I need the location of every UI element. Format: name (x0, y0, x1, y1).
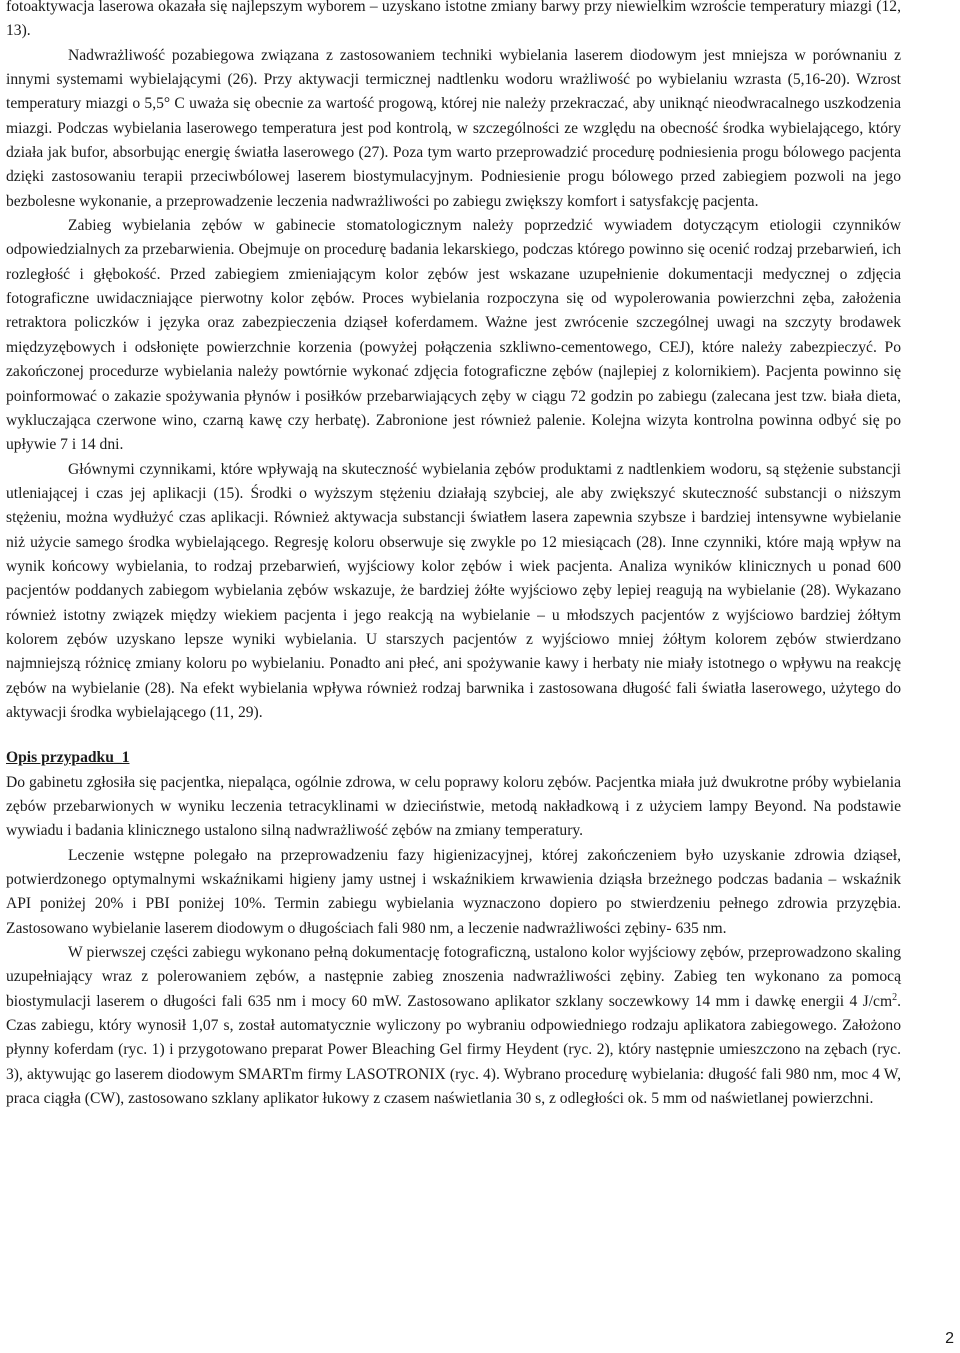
paragraph-procedure: Zabieg wybielania zębów w gabinecie stomatologicznym należy poprzedzić wywiadem dotyczącym etiologii czynników odpowiedzialnych za przebarwienia. Obejmuje on procedurę badania lekarskiego, podczas którego powinno się ocenić rodzaj przebarwień, ich rozległość i głębokość. Przed zabiegiem zmieniającym kolor zębów jest wskazane uzupełnienie dokumentacji medycznej o zdjęcia fotograficzne uwidaczniające pierwotny kolor zębów. Proces wybielania rozpoczyna się od wypolerowania powierzchni zęba, założenia retraktora policzków i języka oraz zabezpieczenia dziąseł koferdamem. Ważne jest zwrócenie szczególnej uwagi na szczyty brodawek międzyzębowych i odsłonięte powierzchnie korzenia (powyżej połączenia szkliwno-cementowego, CEJ), które należy zabezpieczyć. Po zakończonej procedurze wybielania należy powtórnie wykonać zdjęcia fotograficzne zębów (najlepiej z kolornikiem). Pacjenta powinno się poinformować o zakazie spożywania płynów i posiłków przebarwiających zęby w ciągu 72 godzin po zabiegu (zalecana jest tzw. biała dieta, wykluczająca czerwone wino, czarną kawę czy herbatę). Zabronione jest również palenie. Kolejna wizyta kontrolna powinna odbyć się po upływie 7 i 14 dni. (6, 217, 901, 454)
paragraph-case-intro: Do gabinetu zgłosiła się pacjentka, niepaląca, ogólnie zdrowa, w celu poprawy koloru zębów. Pacjentka miała już dwukrotne próby wybielania zębów przebarwionych w wyniku leczenia tetracyklinami w dzieciństwie, metodą nakładkową i z użyciem lampy Beyond. Na podstawie wywiadu i badania klinicznego ustalono silną nadwrażliwość zębów na zmiany temperatury. (6, 773, 901, 840)
paragraph-continuation: fotoaktywacja laserowa okazała się najlepszym wyborem – uzyskano istotne zmiany barwy przy niewielkim wzroście temperatury miazgi (12, 13). (6, 0, 901, 40)
document-page (6, 0, 901, 1111)
paragraph-case-treatment: Leczenie wstępne polegało na przeprowadzeniu fazy higienizacyjnej, której zakończeniem było uzyskanie zdrowia dziąseł, potwierdzonego optymalnymi wskaźnikami higieny jamy ustnej i wskaźnikiem krwawienia dziąsła brzeżnego podczas badania – wskaźnik API poniżej 20% i PBI poniżej 10%. Termin zabiegu wybielania wyznaczono dopiero po stwierdzeniu pełnego zdrowia przyzębia. Zastosowano wybielanie laserem diodowym o długościach fali 980 nm, a leczenie nadwrażliwości zębiny- 635 nm. (6, 846, 901, 937)
superscript: 2 (892, 991, 898, 1003)
paragraph-hypersensitivity: Nadwrażliwość pozabiegowa związana z zastosowaniem techniki wybielania laserem diodowym jest mniejsza w porównaniu z innymi systemami wybielającymi (26). Przy aktywacji termicznej nadtlenku wodoru wrażliwość po wybielaniu wzrasta (5,16-20). Wzrost temperatury miazgi o 5,5° C uważa się obecnie za wartość progową, której nie należy przekraczać, aby uniknąć nieodwracalnego uszkodzenia miazgi. Podczas wybielania laserowego temperatura jest pod kontrolą, w szczególności ze względu na obecność środka wybielającego, który działa jak bufor, absorbując energię światła laserowego (27). Poza tym warto przeprowadzić procedurę podniesienia progu bólowego pacjenta dzięki zastosowaniu terapii przeciwbólowej laserem biostymulacyjnym. Podniesienie progu bólowego przed zabiegiem pozwoli na jego bezbolesne wykonanie, a przeprowadzenie leczenia nadwrażliwości po zabiegu zwiększy komfort i satysfakcję pacjenta. (6, 46, 901, 210)
case-procedure-text-1: W pierwszej części zabiegu wykonano pełną dokumentację fotograficzną, ustalono kolor wyjściowy zębów, przeprowadzono skaling uzupełniający wraz z polerowaniem zębów, a następnie zabieg znoszenia nadwrażliwości zębiny. Zabieg ten wykonano za pomocą biostymulacji laserem o długości fali 635 nm i mocy 60 mW. Zastosowano aplikator szklany soczewkowy 14 mm i dawkę energii 4 J/cm (6, 944, 901, 1010)
page-number: 2 (945, 1330, 954, 1347)
case-procedure-text-2: . Czas zabiegu, który wynosił 1,07 s, został automatycznie wyliczony po wybraniu odpowiedniego rodzaju aplikatora zabiegowego. Założono płynny koferdam (ryc. 1) i przygotowano preparat Power Bleaching Gel firmy Heydent (ryc. 2), który następnie umieszczono na zębach (ryc. 3), aktywując go laserem diodowym SMARTm firmy LASOTRONIX (ryc. 4). Wybrano procedurę wybielania: długość fali 980 nm, moc 4 W, praca ciągła (CW), zastosowano szklany aplikator łukowy z czasem naświetlania 30 s, z odległości ok. 5 mm od naświetlanej powierzchni. (6, 992, 901, 1108)
case-heading: Opis przypadku_1 (6, 749, 130, 767)
paragraph-case-procedure (6, 941, 901, 1111)
paragraph-factors: Głównymi czynnikami, które wpływają na skuteczność wybielania zębów produktami z nadtlenkiem wodoru, są stężenie substancji utleniającej i czas jej aplikacji (15). Środki o wyższym stężeniu działają szybciej, ale aby zwiększyć skuteczność substancji o niższym stężeniu, można wydłużyć czas aplikacji. Również aktywacja substancji światłem lasera zapewnia szybsze i bardziej intensywne wybielanie niż użycie samego środka wybielającego. Regresję koloru obserwuje się zwykle po 12 miesiącach (28). Inne czynniki, które mają wpływ na wynik końcowy wybielania, to rodzaj przebarwień, wyjściowy kolor zębów i wiek pacjenta. Analiza wyników klinicznych u ponad 600 pacjentów poddanych zabiegom wybielania zębów wskazuje, że bardziej żółte wyjściowo zęby lepiej reagują na wybielanie (28). Wykazano również istotny związek między wiekiem pacjenta i jego reakcją na wybielanie – u młodszych pacjentów z wyjściowo bardziej żółtym kolorem zębów uzyskano lepsze wyniki wybielania. U starszych pacjentów z wyjściowo mniej żółtym kolorem zębów stwierdzano najmniejszą różnicę zmiany koloru po wybielaniu. Ponadto ani płeć, ani spożywanie kawy i herbaty nie miały istotnego o wpływu na reakcję zębów na wybielanie (28). Na efekt wybielania wpływa również rodzaj barwnika i zastosowana długość fali światła laserowego, użytego do aktywacji środka wybielającego (11, 29). (6, 460, 901, 721)
